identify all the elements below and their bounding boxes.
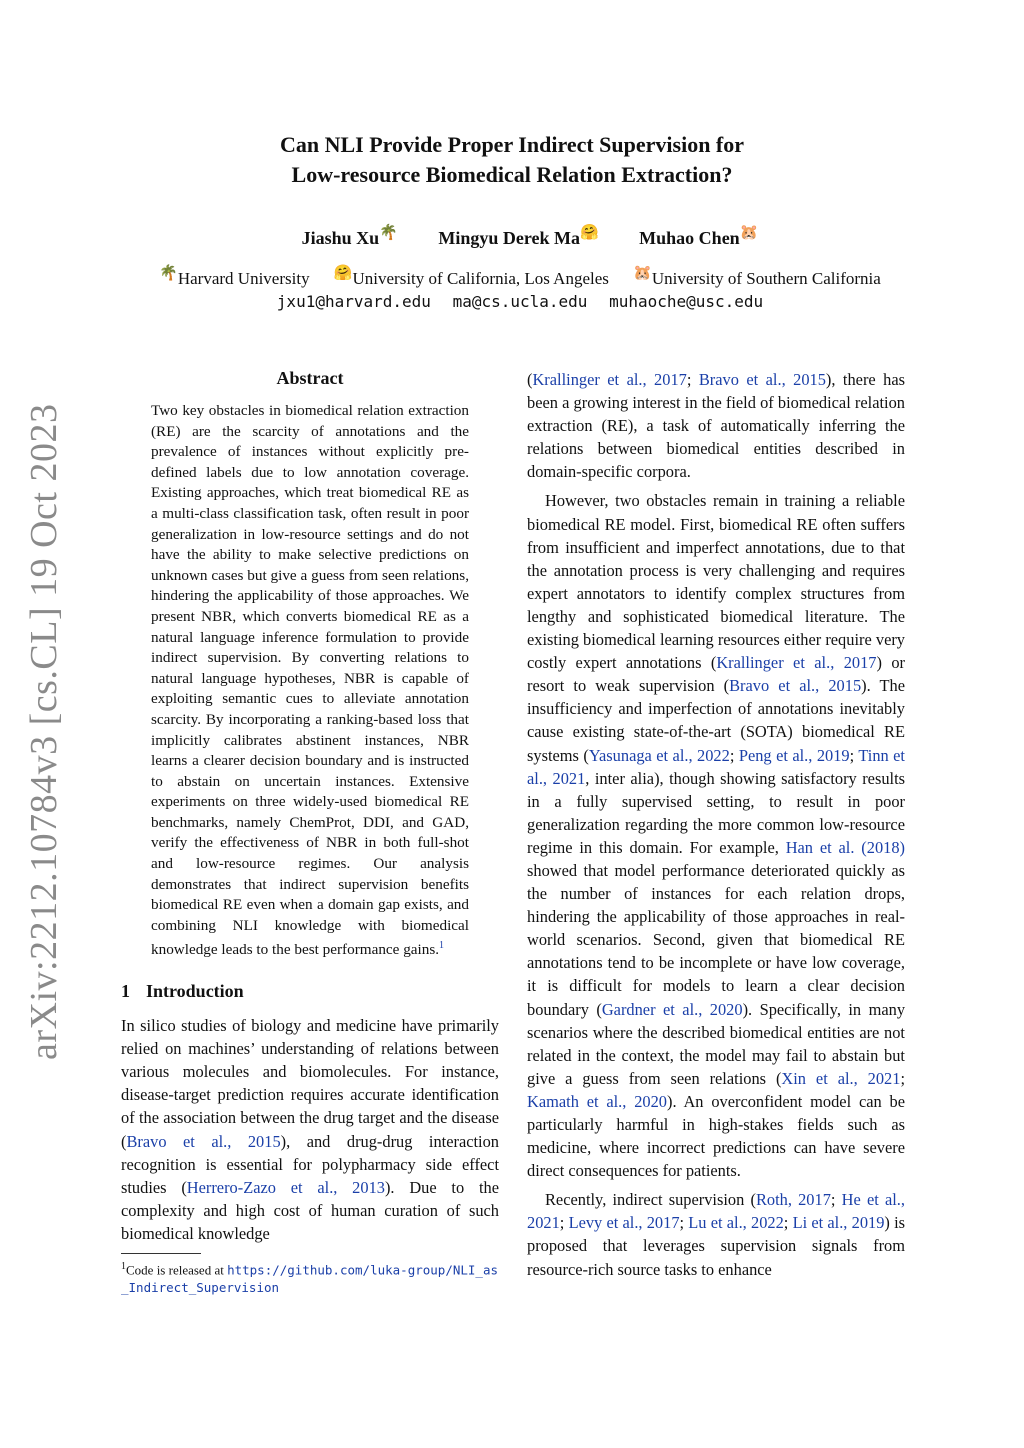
- arxiv-stamp: arXiv:2212.10784v3 [cs.CL] 19 Oct 2023: [23, 403, 65, 1060]
- author-name: Mingyu Derek Ma: [438, 228, 580, 248]
- citation-link[interactable]: Krallinger et al., 2017: [532, 370, 687, 389]
- code-url-link[interactable]: https://github.com/luka-group/NLI_as_Indirect_Supervision: [121, 1262, 499, 1296]
- citation-link[interactable]: Roth, 2017: [755, 1190, 831, 1210]
- citation-link[interactable]: Yasunaga et al., 2022: [588, 745, 730, 765]
- citation-link[interactable]: Lu et al., 2022: [688, 1213, 784, 1233]
- footnote-divider: [121, 1253, 201, 1254]
- intro-paragraph-1: In silico studies of biology and medicine have primarily relied on machines’ understanding of relations between various molecules and biomolecules. For instance, disease-target prediction requires accurate identification of the association between the drug target and the disease (Bravo et al., 2015), and drug-drug interaction recognition is essential for polypharmacy side effect studies (Herrero-Zazo et al., 2013). Due to the complexity and high cost of human curation of such biomedical knowledge: [121, 1016, 499, 1243]
- paper-title: [180, 130, 844, 190]
- affiliation-1: 🌴Harvard University: [159, 265, 310, 288]
- affiliations: [120, 265, 920, 290]
- citation-link[interactable]: Li et al., 2019: [792, 1213, 885, 1233]
- author-3: [639, 225, 759, 248]
- citation-link[interactable]: Levy et al., 2017: [568, 1213, 680, 1233]
- title-line-2: Low-resource Biomedical Relation Extraction?: [291, 162, 733, 187]
- citation-link[interactable]: Xin et al., 2021: [781, 1068, 901, 1088]
- email-1[interactable]: jxu1@harvard.edu: [276, 292, 431, 311]
- email-2[interactable]: ma@cs.ucla.edu: [452, 292, 588, 311]
- emails: [120, 292, 920, 311]
- hamster-icon: 🐹: [633, 265, 652, 282]
- citation-link[interactable]: Tinn et al., 2021: [527, 745, 905, 788]
- citation-link[interactable]: Kamath et al., 2020: [527, 1091, 667, 1111]
- right-column: [527, 368, 905, 1281]
- citation-link[interactable]: Bravo et al., 2015: [698, 370, 826, 389]
- author-2: [438, 225, 599, 248]
- hugging-face-icon: 🤗: [579, 225, 599, 241]
- citation-link[interactable]: Han et al. (2018): [785, 837, 905, 857]
- hugging-face-icon: 🤗: [333, 265, 353, 282]
- citation-link[interactable]: Gardner et al., 2020: [601, 999, 743, 1019]
- intro-paragraph-1-cont: (Krallinger et al., 2017; Bravo et al., 2015), there has been a growing interest in the field of biomedical relation extraction (RE), a task of automatically inferring the relations between biomedical entities described in domain-specific corpora.: [527, 370, 905, 482]
- footnote: $^1$Code is released at https://github.com/luka-group/NLI_as_Indirect_Supervision: [121, 1261, 499, 1296]
- palm-tree-icon: 🌴: [159, 265, 178, 282]
- citation-link[interactable]: Bravo et al., 2015: [126, 1131, 281, 1151]
- abstract-text: Two key obstacles in biomedical relation extraction (RE) are the scarcity of annotations and the prevalence of instances without explicitly pre-defined labels due to low annotation coverage. Existing approaches, which treat biomedical RE as a multi-class classification task, often result in poor generalization in low-resource settings and do not have the ability to make selective predictions on unknown cases but give a guess from seen relations, hindering the applicability of those approaches. We present NBR, which converts biomedical RE as a natural language inference formulation to provide indirect supervision. By converting relations to natural language hypotheses, NBR is capable of exploiting semantic cues to alleviate annotation scarcity. By incorporating a ranking-based loss that implicitly calibrates abstinent instances, NBR learns a clearer decision boundary and is instructed to abstain on uncertain instances. Extensive experiments on three widely-used biomedical RE benchmarks, namely ChemProt, DDI, and GAD, verify the effectiveness of NBR in both full-shot and low-resource regimes. Our analysis demonstrates that indirect supervision benefits biomedical RE even when a domain gap exists, and combining NLI knowledge with biomedical knowledge leads to the best performance gains.$^1$: [151, 402, 469, 959]
- hamster-icon: 🐹: [739, 225, 759, 241]
- citation-link[interactable]: Krallinger et al., 2017: [716, 653, 877, 673]
- palm-tree-icon: 🌴: [379, 225, 398, 241]
- email-3[interactable]: muhaoche@usc.edu: [609, 292, 764, 311]
- title-line-1: Can NLI Provide Proper Indirect Supervision for: [279, 132, 745, 157]
- citation-link[interactable]: Bravo et al., 2015: [729, 676, 862, 696]
- intro-paragraph-2: However, two obstacles remain in training a reliable biomedical RE model. First, biomedical RE often suffers from insufficient and imperfect annotations, due to that the annotation process is very challenging and requires expert annotators to identify complex structures from lengthy and sophisticated biomedical literature. The existing biomedical learning resources either require very costly expert annotations (Krallinger et al., 2017) or resort to weak supervision (Bravo et al., 2015). The insufficiency and imperfection of annotations inevitably cause existing state-of-the-art (SOTA) biomedical RE systems (Yasunaga et al., 2022; Peng et al., 2019; Tinn et al., 2021, inter alia), though showing satisfactory results in a fully supervised setting, to result in poor generalization regarding the more common low-resource regime in this domain. For example, Han et al. (2018) showed that model performance deteriorated quickly as the number of instances for each relation drops, hindering the applicability of those approaches in real-world scenarios. Second, given that biomedical RE annotations tend to be incomplete or have low coverage, it is difficult for models to learn a clear decision boundary (Gardner et al., 2020). Specifically, in many scenarios where the described biomedical entities are not related in the context, the model may fail to abstain but give a guess from seen relations (Xin et al., 2021; Kamath et al., 2020). An overconfident model can be particularly harmful in high-stakes fields such as medicine, where incorrect predictions can have severe direct consequences for patients.: [527, 491, 906, 1181]
- citation-link[interactable]: He et al., 2021: [527, 1190, 905, 1233]
- intro-paragraph-3: Recently, indirect supervision (Roth, 2017; He et al., 2021; Levy et al., 2017; Lu et al., 2022; Li et al., 2019) is proposed that leverages supervision signals from resource-rich source tasks to enhance: [527, 1190, 906, 1279]
- left-column: [121, 368, 499, 1297]
- footnote-ref[interactable]: 1: [439, 940, 445, 952]
- author-name: Jiashu Xu: [301, 228, 380, 248]
- author-list: [150, 225, 910, 249]
- citation-link[interactable]: Peng et al., 2019: [738, 745, 850, 765]
- author-1: [301, 225, 398, 248]
- abstract-heading: Abstract: [276, 368, 344, 388]
- affiliation-2: 🤗University of California, Los Angeles: [333, 265, 609, 288]
- author-name: Muhao Chen: [639, 228, 740, 248]
- affiliation-3: 🐹University of Southern California: [633, 265, 881, 288]
- section-heading-introduction: 1 Introduction: [121, 981, 244, 1002]
- citation-link[interactable]: Herrero-Zazo et al., 2013: [186, 1177, 385, 1197]
